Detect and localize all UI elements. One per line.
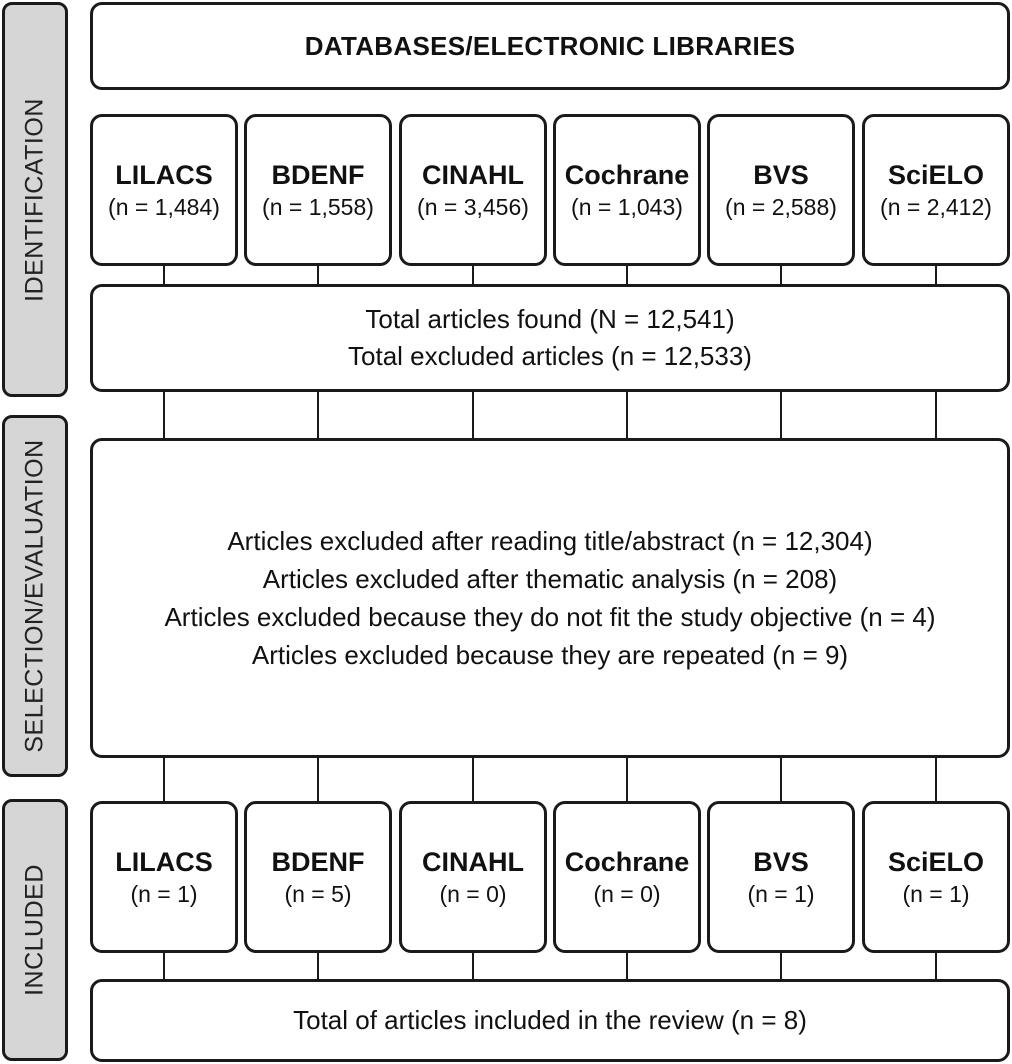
db-included-name: BVS [753,847,809,877]
connector-line [780,264,782,286]
connector-line [317,951,319,981]
db-included-count: (n = 1) [130,881,198,907]
connector-line [317,756,319,803]
db-found-name: Cochrane [564,160,690,190]
exclusion-objective: Articles excluded because they do not fit the study objective (n = 4) [164,602,936,632]
db-included-count: (n = 0) [593,881,661,907]
connector-line [472,951,474,981]
db-found-name: BDENF [271,160,365,190]
connector-line [163,951,165,981]
db-found-count: (n = 3,456) [417,194,529,220]
db-found-box-cochrane [553,114,701,266]
db-found-count: (n = 1,558) [262,194,374,220]
section-included [2,799,68,1061]
db-included-box-cinahl [399,801,547,953]
header-title: DATABASES/ELECTRONIC LIBRARIES [304,30,796,61]
section-included-label: INCLUDED [20,864,49,996]
db-included-count: (n = 5) [284,881,352,907]
db-included-box-bdenf [244,801,392,953]
connector-line [163,264,165,286]
db-found-box-scielo [862,114,1010,266]
connector-line [472,264,474,286]
connector-line [626,390,628,440]
connector-line [780,390,782,440]
db-included-count: (n = 1) [902,881,970,907]
db-found-count: (n = 1,043) [571,194,683,220]
db-found-box-cinahl [399,114,547,266]
connector-line [163,390,165,440]
db-included-name: LILACS [115,847,213,877]
section-identification-label: IDENTIFICATION [20,97,49,302]
exclusion-repeated: Articles excluded because they are repeated (n = 9) [251,640,849,670]
db-found-name: LILACS [115,160,213,190]
section-selection [2,415,68,777]
connector-line [935,390,937,440]
connector-line [780,951,782,981]
db-included-box-scielo [862,801,1010,953]
db-found-box-bdenf [244,114,392,266]
db-included-box-cochrane [553,801,701,953]
section-identification [2,2,68,397]
db-found-name: CINAHL [422,160,524,190]
connector-line [626,756,628,803]
exclusion-thematic: Articles excluded after thematic analysis (n = 208) [262,564,838,594]
section-selection-label: SELECTION/EVALUATION [20,439,49,753]
totals-box [90,284,1010,392]
db-found-box-bvs [707,114,855,266]
connector-line [626,951,628,981]
connector-line [935,951,937,981]
connector-line [163,756,165,803]
db-included-name: Cochrane [564,847,690,877]
connector-line [626,264,628,286]
db-included-name: BDENF [271,847,365,877]
db-found-name: BVS [753,160,809,190]
connector-line [317,390,319,440]
connector-line [472,390,474,440]
db-found-count: (n = 2,588) [725,194,837,220]
db-included-box-bvs [707,801,855,953]
connector-line [935,264,937,286]
db-found-box-lilacs [90,114,238,266]
db-included-name: SciELO [887,847,985,877]
connector-line [935,756,937,803]
connector-line [780,756,782,803]
exclusion-title-abstract: Articles excluded after reading title/abstract (n = 12,304) [227,526,873,556]
final-total: Total of articles included in the review (n = 8) [293,1005,807,1035]
db-found-name: SciELO [887,160,985,190]
db-included-name: CINAHL [422,847,524,877]
db-included-box-lilacs [90,801,238,953]
db-included-count: (n = 0) [439,881,507,907]
final-box [90,979,1010,1062]
total-excluded: Total excluded articles (n = 12,533) [348,341,752,371]
db-found-count: (n = 1,484) [108,194,220,220]
exclusions-box [90,438,1010,758]
db-included-count: (n = 1) [747,881,815,907]
header-box [90,2,1010,90]
connector-line [317,264,319,286]
total-found: Total articles found (N = 12,541) [365,304,735,334]
db-found-count: (n = 2,412) [880,194,992,220]
connector-line [472,756,474,803]
